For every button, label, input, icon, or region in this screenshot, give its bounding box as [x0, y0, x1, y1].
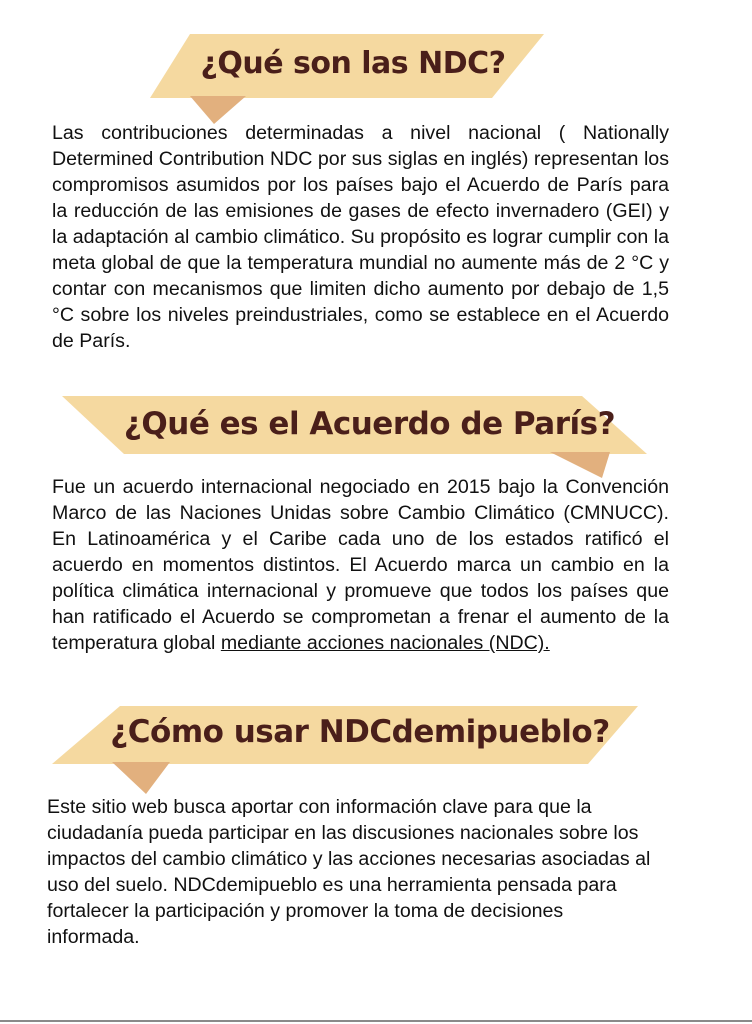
- section-2-banner: [62, 396, 647, 482]
- section-2-body: Fue un acuerdo internacional negociado en 2015 bajo la Convención Marco de las Naciones Unidas sobre Cambio Climático (CMNUCC). En Latinoamérica y el Caribe cada uno de los estados ratificó el acuerdo en momentos distintos. El Acuerdo marca un cambio en la política climática internacional y promueve que todos los países que han ratificado el Acuerdo se comprometan a frenar el aumento de la temperatura global: [52, 476, 669, 654]
- section-3-banner: [52, 706, 638, 798]
- section-1-body: Las contribuciones determinadas a nivel nacional ( Nationally Determined Contribution NDC por sus siglas en inglés) representan los compromisos asumidos por los países bajo el Acuerdo de París para la reducción de las emisiones de gases de efecto invernadero (GEI) y la adaptación al cambio climático. Su propósito es lograr cumplir con la meta global de que la temperatura mundial no aumente más de 2 °C y contar con mecanismos que limiten dicho aumento por debajo de 1,5 °C sobre los niveles preindustriales, como se establece en el Acuerdo de París.: [52, 122, 669, 352]
- bottom-divider: [0, 1020, 752, 1022]
- section-3-title: ¿Cómo usar NDCdemipueblo?: [110, 714, 610, 750]
- section-1-title: ¿Qué son las NDC?: [200, 46, 506, 81]
- section-2-paragraph: [52, 474, 669, 656]
- section-3-body: Este sitio web busca aportar con información clave para que la ciudadanía pueda participar en las discusiones nacionales sobre los impactos del cambio climático y las acciones necesarias asociadas al uso del suelo. NDCdemipueblo es una herramienta pensada para fortalecer la participación y promover la toma de decisiones informada.: [47, 796, 651, 948]
- section-1-paragraph: [52, 120, 669, 354]
- section-3-paragraph: [47, 794, 659, 950]
- ndc-link[interactable]: mediante acciones nacionales (NDC).: [220, 632, 550, 654]
- section-2-title: ¿Qué es el Acuerdo de París?: [123, 406, 616, 442]
- section-1-banner: [150, 34, 544, 126]
